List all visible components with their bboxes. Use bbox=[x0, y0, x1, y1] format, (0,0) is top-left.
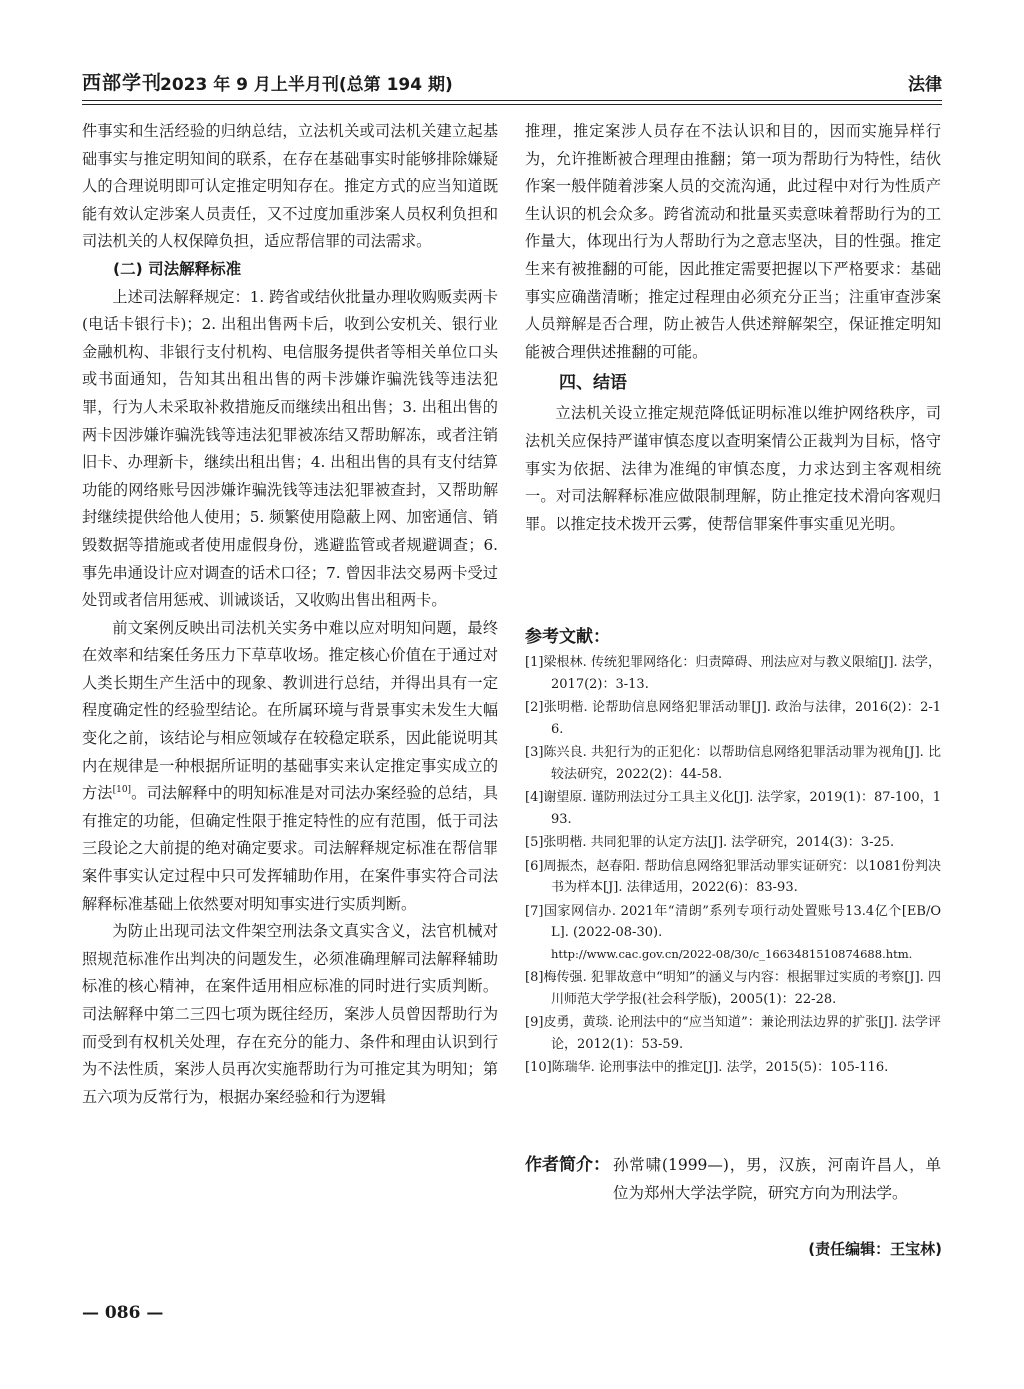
page-number: — 086 — bbox=[82, 1303, 164, 1323]
journal-logo: 西部学刊 bbox=[82, 72, 163, 94]
references-list bbox=[525, 652, 941, 1081]
reference-text: [7]国家网信办. 2021年“清朗”系列专项行动处置账号13.4亿个[EB/OL]. (2022-08-30). bbox=[525, 903, 941, 940]
reference-item: [9]皮勇，黄琰. 论刑法中的“应当知道”：兼论刑法边界的扩张[J]. 法学评论，2012(1)：53-59. bbox=[525, 1015, 941, 1052]
section-heading: 四、结语 bbox=[559, 373, 627, 394]
header-rule bbox=[82, 100, 942, 101]
paragraph: 为防止出现司法文件架空刑法条文真实含义，法官机械对照规范标准作出判决的问题发生，必须准确理解司法解释辅助标准的核心精神，在案件适用相应标准的同时进行实质判断。司法解释中第二三四七项为既往经历，案涉人员曾因帮助行为而受到有权机关处理，存在充分的能力、条件和理由认识到行为不法性质，案涉人员再次实施帮助行为可推定其为明知；第五六项为反常行为，根据办案经验和行为逻辑 bbox=[82, 922, 498, 1106]
reference-item: [8]梅传强. 犯罪故意中“明知”的涵义与内容：根据罪过实质的考察[J]. 四川师范大学学报(社会科学版)，2005(1)：22-28. bbox=[525, 970, 941, 1007]
paragraph: 件事实和生活经验的归纳总结，立法机关或司法机关建立起基础事实与推定明知间的联系，在存在基础事实时能够排除嫌疑人的合理说明即可认定推定明知存在。推定方式的应当知道既能有效认定涉案人员责任，又不过度加重涉案人员权利负担和司法机关的人权保障负担，适应帮信罪的司法需求。 bbox=[82, 122, 498, 251]
paragraph: 立法机关设立推定规范降低证明标准以维护网络秩序，司法机关应保持严谨审慎态度以查明案情公正裁判为目标，恪守事实为依据、法律为准绳的审慎态度，力求达到主客观相统一。对司法解释标准应做限制理解，防止推定技术滑向客观归罪。以推定技术拨开云雾，使帮信罪案件事实重见光明。 bbox=[525, 404, 941, 533]
reference-item: [1]梁根林. 传统犯罪网络化：归责障碍、刑法应对与教义限缩[J]. 法学，2017(2)：3-13. bbox=[525, 655, 941, 692]
paragraph: 推理，推定案涉人员存在不法认识和目的，因而实施异样行为，允许推断被合理理由推翻；第一项为帮助行为特性，结伙作案一般伴随着涉案人员的交流沟通，此过程中对行为性质产生认识的机会众多。跨省流动和批量买卖意味着帮助行为的工作量大，体现出行为人帮助行为之意志坚决，目的性强。推定生来有被推翻的可能，因此推定需要把握以下严格要求：基础事实应确凿清晰；推定过程理由必须充分正当；注重审查涉案人员辩解是否合理，防止被告人供述辩解架空，保证推定明知能被合理供述推翻的可能。 bbox=[525, 122, 941, 361]
section-heading: (二) 司法解释标准 bbox=[113, 259, 242, 278]
author-text: 孙常啸(1999—)，男，汉族，河南许昌人，单位为郑州大学法学院，研究方向为刑法学。 bbox=[613, 1156, 941, 1202]
reference-item: [4]谢望原. 谨防刑法过分工具主义化[J]. 法学家，2019(1)：87-100，193. bbox=[525, 790, 941, 827]
paragraph-text: 前文案例反映出司法机关实务中难以应对明知问题，最终在效率和结案任务压力下草草收场。推定核心价值在于通过对人类长期生产生活中的现象、教训进行总结，并得出具有一定程度确定性的经验型结论。在所属环境与背景事实未发生大幅变化之前，该结论与相应领域存在较稳定联系，因此能说明其内在规律是一种根据所证明的基础事实来认定推定事实成立的方法 bbox=[82, 618, 498, 803]
author-label: 作者简介： bbox=[525, 1155, 610, 1175]
reference-item: [6]周振杰，赵春阳. 帮助信息网络犯罪活动罪实证研究：以1081份判决书为样本[J]. 法律适用，2022(6)：83-93. bbox=[525, 858, 941, 895]
reference-item: [2]张明楷. 论帮助信息网络犯罪活动罪[J]. 政治与法律，2016(2)：2-16. bbox=[525, 700, 941, 737]
references-title: 参考文献： bbox=[525, 627, 610, 647]
reference-item bbox=[525, 901, 941, 966]
paragraph-text: 。司法解释中的明知标准是对司法办案经验的总结，具有推定的功能，但确定性限于推定特性的应有范围，低于司法三段论之大前提的绝对确定要求。司法解释规定标准在帮信罪案件事实认定过程中只可发挥辅助作用，在案件事实符合司法解释标准基础上依然要对明知事实进行实质判断。 bbox=[82, 784, 498, 913]
citation-marker: [10] bbox=[112, 785, 132, 796]
reference-item: [3]陈兴良. 共犯行为的正犯化：以帮助信息网络犯罪活动罪为视角[J]. 比较法研究，2022(2)：44-58. bbox=[525, 745, 941, 782]
page-header bbox=[82, 68, 942, 98]
paragraph: 上述司法解释规定：1. 跨省或结伙批量办理收购贩卖两卡(电话卡银行卡)；2. 出租出售两卡后，收到公安机关、银行业金融机构、非银行支付机构、电信服务提供者等相关单位口头或书面通知，告知其出租出售的两卡涉嫌诈骗洗钱等违法犯罪，行为人未采取补救措施反而继续出租出售；3. 出租出售的两卡因涉嫌诈骗洗钱等违法犯罪被冻结又帮助解冻，或者注销旧卡、办理新卡，继续出租出售；4. 出租出售的具有支付结算功能的网络账号因涉嫌诈骗洗钱等违法犯罪被查封，又帮助解封继续提供给他人使用；5. 频繁使用隐蔽上网、加密通信、销毁数据等措施或者使用虚假身份，逃避监管或者规避调查；6. 事先串通设计应对调查的话术口径；7. 曾因非法交易两卡受过处罚或者信用惩戒、训诫谈话，又收购出售出租两卡。 bbox=[82, 287, 498, 610]
journal-issue: 2023 年 9 月上半月刊(总第 194 期) bbox=[160, 75, 453, 95]
reference-url: http://www.cac.gov.cn/2022-08/30/c_1663481510874688.htm. bbox=[551, 946, 913, 961]
reference-item: [5]张明楷. 共同犯罪的认定方法[J]. 法学研究，2014(3)：3-25. bbox=[525, 835, 895, 850]
responsible-editor: (责任编辑：王宝林) bbox=[808, 1240, 942, 1258]
left-column bbox=[82, 118, 498, 1111]
paragraph bbox=[82, 615, 498, 919]
reference-item: [10]陈瑞华. 论刑事法中的推定[J]. 法学，2015(5)：105-116. bbox=[525, 1060, 889, 1075]
right-column bbox=[525, 118, 941, 538]
section-tag: 法律 bbox=[908, 75, 942, 95]
header-rule-thin bbox=[82, 104, 942, 105]
